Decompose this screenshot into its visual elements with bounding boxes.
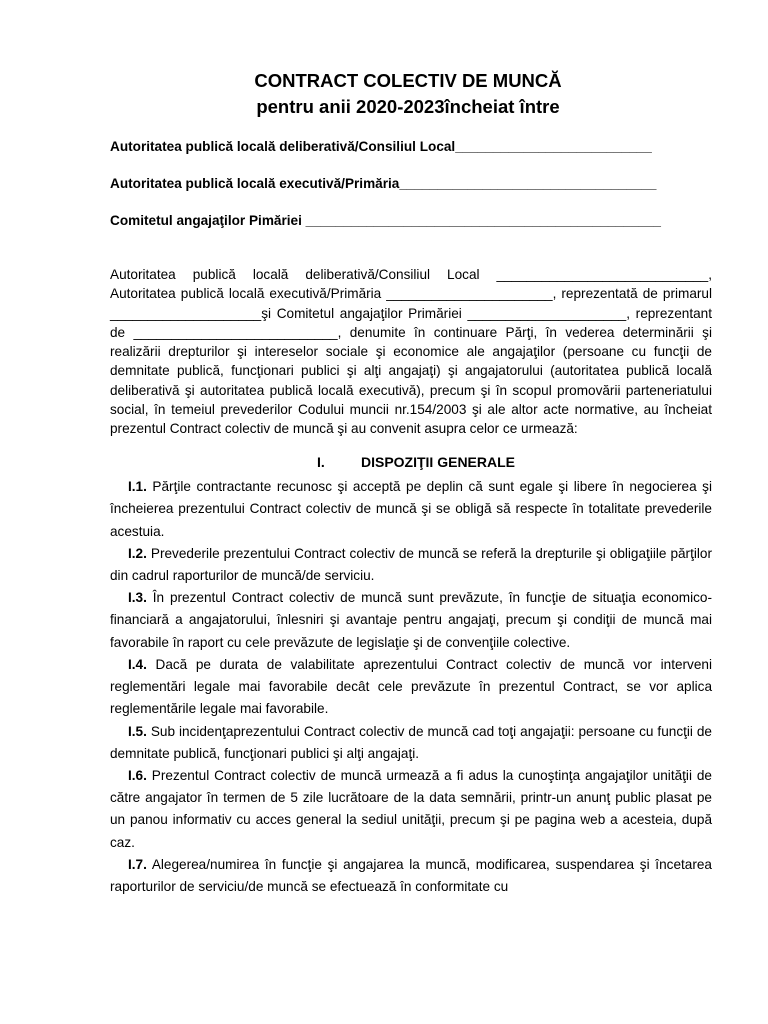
clause-i-3 xyxy=(110,587,712,654)
party-comitetul-angajatilor: Comitetul angajaţilor Pimăriei _______________________________________________ xyxy=(110,213,661,228)
clauses-list xyxy=(110,476,712,898)
clause-i-5 xyxy=(110,721,712,765)
document-title xyxy=(104,68,712,120)
clause-text: Prevederile prezentului Contract colectiv de muncă se referă la drepturile şi obligaţiile părţilor din cadrul raporturilor de muncă/de serviciu. xyxy=(110,545,712,584)
clause-number: I.3. xyxy=(128,590,147,606)
section-title: DISPOZIŢII GENERALE xyxy=(360,454,515,471)
party-consiliul-local: Autoritatea publică locală deliberativă/Consiliul Local__________________________ xyxy=(110,139,652,154)
clause-text: În prezentul Contract colectiv de muncă sunt prevăzute, în funcţie de situaţia economico-financiară a angajatorului, înlesniri şi avantaje pentru angajaţi, precum şi condiţii de muncă mai favorabile în raport cu cele prevăzute de legislaţie şi de convenţiile colective. xyxy=(110,590,712,650)
clause-number: I.6. xyxy=(128,767,147,783)
clause-i-7 xyxy=(110,854,712,898)
clause-number: I.7. xyxy=(128,856,147,872)
intro-paragraph: Autoritatea publică locală deliberativă/Consiliul Local ____________________________, Autoritatea publică locală executivă/Primăria ______________________, reprezentată de primarul ____________________şi Comitetul angajaţilor Primăriei _____________________, reprezentant de ___________________________, denumite în continuare Părţi, în vederea determinării şi realizării drepturilor şi intereselor sociale şi economice ale angajaţilor (persoane cu funcţii de demnitate publică, funcţionari publici şi alţi angajaţi) şi angajatorului (autoritatea publică locală deliberativă şi autoritatea publică locală executivă), precum şi în scopul promovării parteneriatului social, în temeiul prevederilor Codului muncii nr.154/2003 şi ale altor acte normative, au încheiat prezentul Contract colectiv de muncă şi au convenit asupra celor ce urmează: xyxy=(110,267,712,437)
clause-i-4 xyxy=(110,654,712,721)
parties-list xyxy=(110,138,712,230)
clause-i-2 xyxy=(110,543,712,587)
clause-number: I.1. xyxy=(128,479,147,495)
clause-text: Părţile contractante recunosc şi acceptă pe deplin că sunt egale şi libere în negocierea şi încheierea prezentului Contract colectiv de muncă şi se obligă să respecte în totalitate prevederile acestuia. xyxy=(110,479,712,539)
clause-i-1 xyxy=(110,476,712,543)
clause-text: Dacă pe durata de valabilitate aprezentului Contract colectiv de muncă vor interveni reglementări legale mai favorabile decât cele prevăzute în prezentul Contract, se vor aplica reglementările legale mai favorabile. xyxy=(110,656,712,717)
party-primaria: Autoritatea publică locală executivă/Primăria__________________________________ xyxy=(110,176,657,191)
section-number: I. xyxy=(316,454,325,471)
title-line-1: CONTRACT COLECTIV DE MUNCĂ xyxy=(254,70,562,91)
clause-number: I.4. xyxy=(128,656,147,672)
clause-i-6 xyxy=(110,765,712,854)
section-heading xyxy=(110,452,712,472)
clause-text: Prezentul Contract colectiv de muncă urmează a fi adus la cunoştinţa angajaţilor unităţii de către angajator în termen de 5 zile lucrătoare de la data semnării, printr-un anunţ public plasat pe un panou informativ cu acces general la sediul unităţii, precum şi pe pagina web a acesteia, după caz. xyxy=(110,767,712,850)
title-line-2: pentru anii 2020-2023încheiat între xyxy=(256,96,560,117)
clause-text: Alegerea/numirea în funcţie şi angajarea la muncă, modificarea, suspendarea şi încetarea raporturilor de serviciu/de muncă se efectuează în conformitate cu xyxy=(110,856,712,894)
clause-number: I.5. xyxy=(128,723,147,739)
clause-text: Sub incidenţaprezentului Contract colectiv de muncă cad toţi angajaţii: persoane cu funcţii de demnitate publică, funcţionari publici şi alţi angajaţi. xyxy=(110,723,712,761)
clause-number: I.2. xyxy=(128,545,147,561)
